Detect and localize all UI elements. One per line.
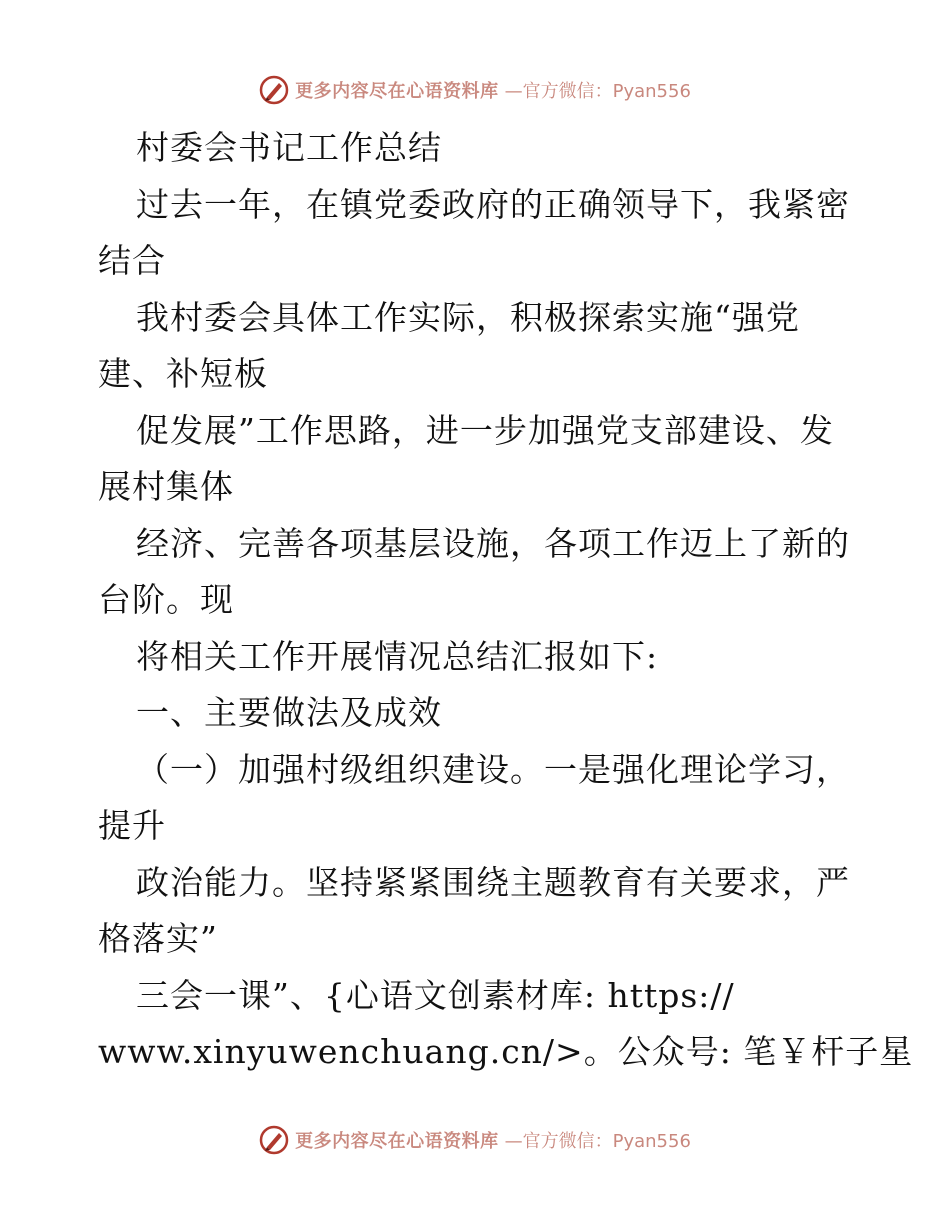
banner-text: 更多内容尽在心语资料库 — [295, 1131, 499, 1152]
pen-logo-icon — [259, 1125, 289, 1155]
text-line: 政治能力。坚持紧紧围绕主题教育有关要求，严 — [136, 862, 850, 902]
text-line: 三会一课”、{心语文创素材库: https:// — [136, 975, 735, 1015]
text-line: 建、补短板 — [98, 354, 268, 393]
header-banner — [0, 70, 950, 110]
text-line: 结合 — [98, 241, 166, 280]
text-line: 提升 — [98, 806, 166, 845]
text-line: 经济、完善各项基层设施，各项工作迈上了新的 — [136, 523, 850, 563]
text-line: 我村委会具体工作实际，积极探索实施“强党 — [136, 297, 800, 337]
banner-text: 更多内容尽在心语资料库 — [295, 81, 499, 102]
doc-title: 村委会书记工作总结 — [136, 128, 442, 167]
section-heading: 一、主要做法及成效 — [136, 693, 442, 732]
text-line: （一）加强村级组织建设。一是强化理论学习， — [136, 749, 850, 789]
text-line: 展村集体 — [98, 467, 234, 506]
banner-wechat: —官方微信：Pyan556 — [504, 1131, 691, 1152]
text-line: 促发展”工作思路，进一步加强党支部建设、发 — [136, 410, 834, 450]
text-line: 将相关工作开展情况总结汇报如下: — [136, 636, 659, 676]
footer-banner — [0, 1120, 950, 1160]
text-line: 格落实” — [98, 919, 218, 958]
text-line: 台阶。现 — [98, 580, 234, 619]
banner-wechat: —官方微信：Pyan556 — [504, 81, 691, 102]
document-body — [98, 120, 914, 1081]
text-line: 过去一年，在镇党委政府的正确领导下，我紧密 — [136, 184, 850, 224]
text-line: www.xinyuwenchuang.cn/>。公众号: 笔￥杆子星 — [98, 1032, 914, 1071]
pen-logo-icon — [259, 75, 289, 105]
